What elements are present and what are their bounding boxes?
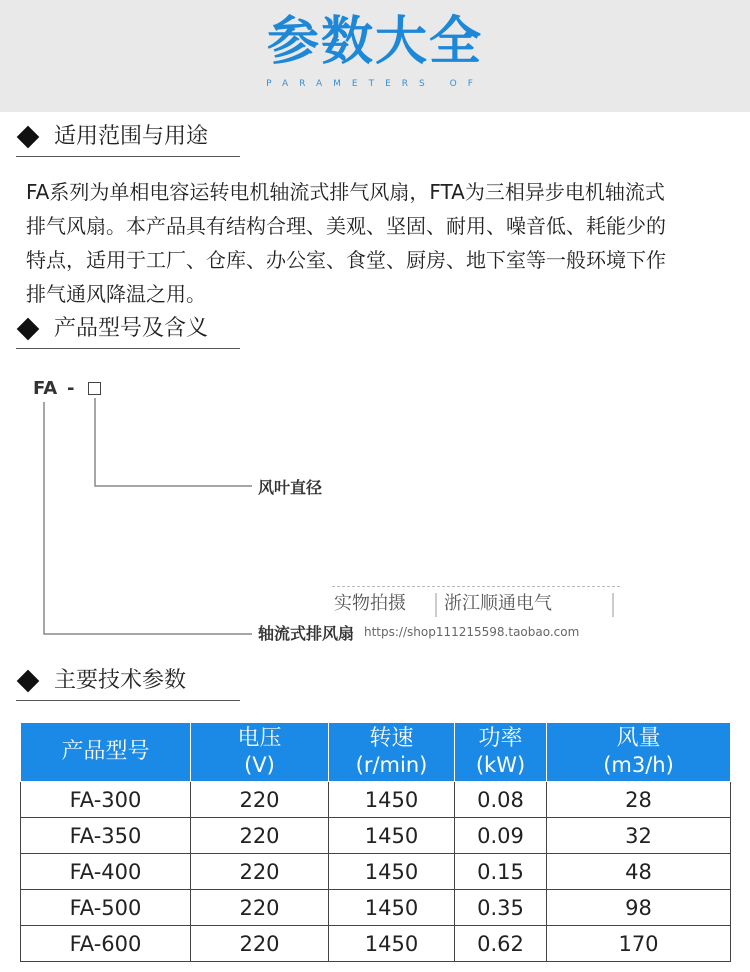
table-cell: 220	[191, 926, 329, 962]
table-cell: 0.62	[455, 926, 547, 962]
section-title-model: 产品型号及含义	[54, 316, 209, 341]
column-header-label: 转速	[369, 726, 414, 751]
type-connector-line	[44, 402, 252, 634]
description-paragraph	[26, 175, 732, 311]
column-header-label: 电压	[237, 726, 282, 751]
table-cell: 32	[547, 818, 731, 854]
header-banner	[0, 0, 750, 112]
spec-table	[20, 722, 731, 962]
table-cell: 220	[191, 854, 329, 890]
table-cell: 220	[191, 818, 329, 854]
column-header-voltage	[191, 723, 329, 782]
column-header-unit: (V)	[244, 753, 275, 777]
table-cell: FA-350	[21, 818, 191, 854]
table-cell: 1450	[329, 782, 455, 818]
watermark-right-text: 浙江顺通电气	[444, 593, 552, 614]
section-header-specs	[16, 666, 240, 701]
diamond-bullet-icon	[17, 126, 40, 149]
column-header-unit: (r/min)	[355, 753, 428, 777]
section-header-usage	[16, 122, 240, 157]
table-row	[21, 782, 731, 818]
placeholder-box-icon	[88, 382, 101, 395]
table-cell: 0.08	[455, 782, 547, 818]
table-cell: 98	[547, 890, 731, 926]
section-title-specs: 主要技术参数	[54, 668, 187, 693]
page-title: 参数大全	[266, 12, 483, 72]
section-title-usage: 适用范围与用途	[54, 124, 209, 149]
model-dash: -	[67, 378, 75, 399]
column-header-unit: (m3/h)	[603, 753, 674, 777]
column-header-label: 产品型号	[61, 739, 150, 764]
section-header-model	[16, 314, 240, 349]
description-line: 特点，适用于工厂、仓库、办公室、食堂、厨房、地下室等一般环境下作	[26, 248, 666, 272]
column-header-label: 功率	[478, 726, 523, 751]
page-subtitle: PARAMETERS OF	[266, 79, 484, 89]
watermark-frame	[332, 587, 620, 619]
table-cell: FA-600	[21, 926, 191, 962]
model-diagram	[0, 360, 750, 660]
table-cell: 1450	[329, 854, 455, 890]
blade-diameter-label: 风叶直径	[258, 478, 323, 497]
table-cell: FA-500	[21, 890, 191, 926]
table-cell: 0.15	[455, 854, 547, 890]
watermark-left-text: 实物拍摄	[334, 593, 406, 614]
watermark-stamp	[332, 586, 620, 619]
fan-type-label: 轴流式排风扇	[258, 624, 355, 643]
column-header-label: 风量	[616, 726, 661, 751]
diamond-bullet-icon	[17, 318, 40, 341]
description-line: 排气通风降温之用。	[26, 282, 206, 306]
column-header-power	[455, 723, 547, 782]
table-cell: 0.09	[455, 818, 547, 854]
column-header-unit: (kW)	[475, 753, 526, 777]
description-line: 排气风扇。本产品具有结构合理、美观、坚固、耐用、噪音低、耗能少的	[26, 214, 666, 238]
column-header-speed	[329, 723, 455, 782]
table-cell: FA-300	[21, 782, 191, 818]
table-row	[21, 818, 731, 854]
table-cell: 220	[191, 890, 329, 926]
watermark-url: https://shop111215598.taobao.com	[364, 625, 580, 639]
table-cell: 220	[191, 782, 329, 818]
table-header-row	[21, 723, 731, 782]
table-cell: 1450	[329, 926, 455, 962]
table-row	[21, 854, 731, 890]
table-row	[21, 890, 731, 926]
model-prefix: FA	[33, 378, 58, 399]
table-cell: 170	[547, 926, 731, 962]
table-cell: 28	[547, 782, 731, 818]
description-line: FA系列为单相电容运转电机轴流式排气风扇，FTA为三相异步电机轴流式	[26, 180, 665, 204]
table-cell: FA-400	[21, 854, 191, 890]
diamond-bullet-icon	[17, 670, 40, 693]
column-header-airflow	[547, 723, 731, 782]
table-cell: 1450	[329, 890, 455, 926]
table-row	[21, 926, 731, 962]
table-cell: 48	[547, 854, 731, 890]
table-cell: 1450	[329, 818, 455, 854]
blade-connector-line	[95, 398, 252, 486]
table-cell: 0.35	[455, 890, 547, 926]
column-header-model	[21, 723, 191, 782]
